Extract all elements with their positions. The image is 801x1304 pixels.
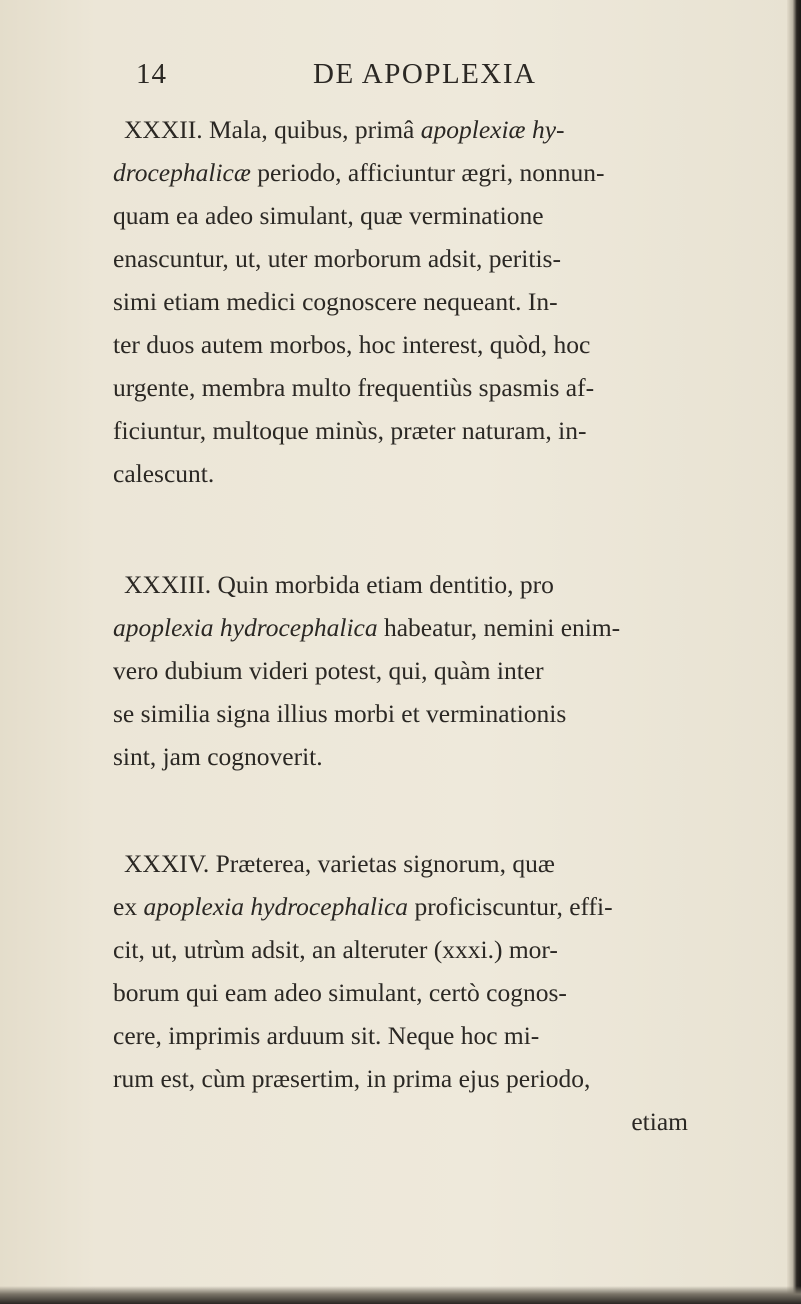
paragraph-spacer — [113, 778, 698, 842]
paragraph-xxxiii — [113, 563, 698, 778]
catchword: etiam — [631, 1107, 688, 1136]
text-line: simi etiam medici cognoscere nequeant. In- — [113, 287, 558, 316]
text-line: XXXIV. Præterea, varietas signorum, quæ — [124, 849, 555, 878]
text-line: vero dubium videri potest, qui, quàm inter — [113, 656, 544, 685]
text-line: urgente, membra multo frequentiùs spasmis af- — [113, 373, 595, 402]
text-line: ficiuntur, multoque minùs, præter naturam, in- — [113, 416, 587, 445]
text-line: borum qui eam adeo simulant, certò cognos- — [113, 978, 567, 1007]
text-line: quam ea adeo simulant, quæ verminatione — [113, 201, 544, 230]
paragraph-spacer — [113, 495, 698, 563]
running-head: DE APOPLEXIA — [313, 58, 537, 90]
text-line: rum est, cùm præsertim, in prima ejus periodo, — [113, 1064, 591, 1093]
text-line: se similia signa illius morbi et verminationis — [113, 699, 567, 728]
text-line: calescunt. — [113, 459, 215, 488]
text-line: sint, jam cognoverit. — [113, 742, 323, 771]
paragraph-xxxii — [113, 108, 698, 495]
text-line: apoplexia hydrocephalica habeatur, nemini enim- — [113, 613, 621, 642]
text-line: XXXII. Mala, quibus, primâ apoplexiæ hy- — [124, 115, 565, 144]
text-line: drocephalicæ periodo, afficiuntur ægri, nonnun- — [113, 158, 605, 187]
text-line: XXXIII. Quin morbida etiam dentitio, pro — [124, 570, 554, 599]
text-line: cit, ut, utrùm adsit, an alteruter (xxxi.) mor- — [113, 935, 558, 964]
paragraph-xxxiv — [113, 842, 698, 1100]
text-line: cere, imprimis arduum sit. Neque hoc mi- — [113, 1021, 540, 1050]
page-edge-shadow — [787, 0, 801, 1304]
text-line: ter duos autem morbos, hoc interest, quòd, hoc — [113, 330, 591, 359]
page-bottom-shadow — [0, 1286, 801, 1304]
text-line: ex apoplexia hydrocephalica proficiscuntur, effi- — [113, 892, 613, 921]
page-header — [0, 58, 801, 98]
body-text — [113, 108, 698, 1143]
text-line: enascuntur, ut, uter morborum adsit, peritis- — [113, 244, 561, 273]
page-number: 14 — [136, 58, 167, 90]
